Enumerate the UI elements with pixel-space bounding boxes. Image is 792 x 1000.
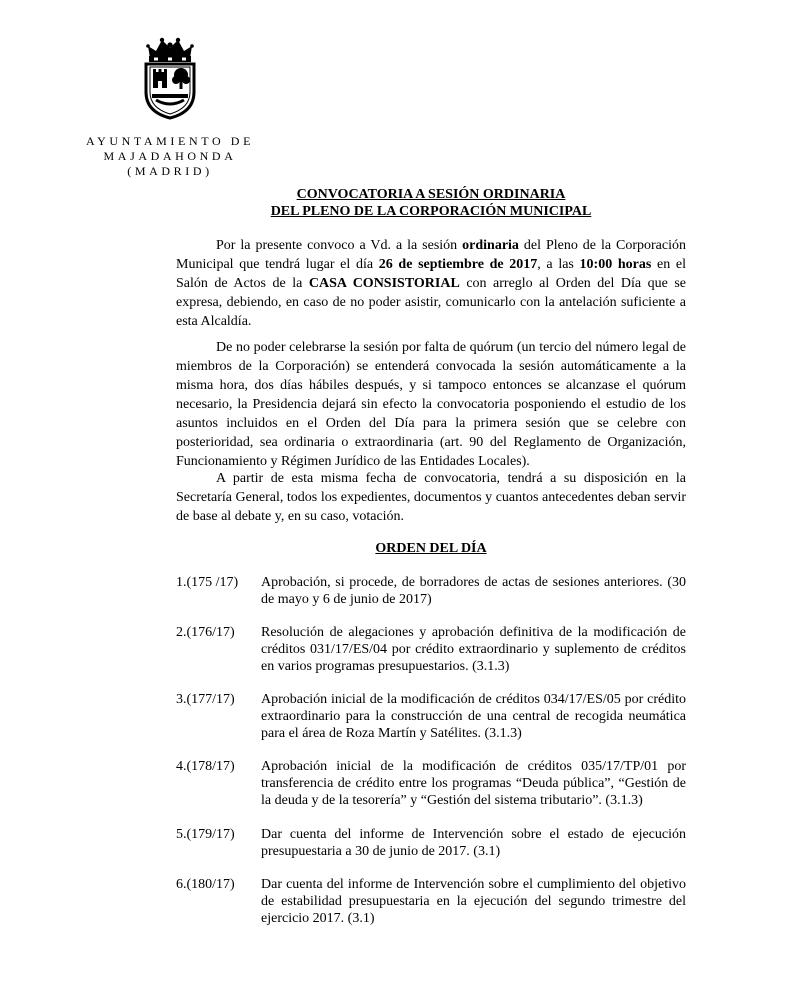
paragraph-documents: A partir de esta misma fecha de convocatoria, tendrá a su disposición en la Secretaría General, todos los expedientes, documentos y cuantos antecedentes deban servir de base al debate y, en su caso, votación. <box>176 471 686 524</box>
p1-text5: con arreglo al Orden del Día que se expresa, debiendo, en caso de no poder asistir, comunicarlo con la antelación suficiente a esta Alcaldía. <box>176 276 686 329</box>
p1-bold-ordinaria: ordinaria <box>462 238 519 253</box>
agenda-item-text: Aprobación inicial de la modificación de créditos 035/17/TP/01 por transferencia de crédito entre los programas “Deuda pública”, “Gestión de la deuda y de la tesorería” y “Gestión del sistema tributario”. (3.1.3) <box>261 759 686 808</box>
coat-of-arms-icon <box>138 36 202 120</box>
agenda-item-text: Aprobación inicial de la modificación de créditos 034/17/ES/05 por crédito extraordinario para la construcción de una central de recogida neumática para el área de Roza Martín y Satélites. (3.1.3) <box>261 692 686 741</box>
paragraph-quorum: De no poder celebrarse la sesión por falta de quórum (un tercio del número legal de miembros de la Corporación) se entenderá convocada la sesión automáticamente a la misma hora, dos días hábiles después, y si tampoco entonces se alcanzase el quórum necesario, la Presidencia dejará sin efecto la convocatoria posponiendo el estudio de los asuntos incluidos en el Orden del Día para la primera sesión que se celebre con posterioridad, sea ordinaria o extraordinaria (art. 90 del Reglamento de Organización, Funcionamiento y Régimen Jurídico de las Entidades Locales). <box>176 340 686 469</box>
p1-text2: del Pleno de la Corporación Municipal que tendrá lugar el día <box>176 238 686 272</box>
municipality-line2: MAJADAHONDA <box>103 149 237 163</box>
paragraph-convocation <box>176 236 686 331</box>
document-title <box>176 186 686 220</box>
agenda-item-number: 6.(180/17) <box>176 877 235 892</box>
p1-bold-time: 10:00 horas <box>579 257 652 272</box>
agenda-item-number: 4.(178/17) <box>176 759 235 774</box>
title-line2: DEL PLENO DE LA CORPORACIÓN MUNICIPAL <box>270 204 592 219</box>
agenda-item <box>176 758 686 809</box>
agenda-item-number: 5.(179/17) <box>176 827 235 842</box>
agenda-item-text: Dar cuenta del informe de Intervención sobre el estado de ejecución presupuestaria a 30 de junio de 2017. (3.1) <box>261 827 686 859</box>
p1-bold-venue: CASA CONSISTORIAL <box>308 276 460 291</box>
agenda-item-number: 2.(176/17) <box>176 625 235 640</box>
agenda-item <box>176 826 686 860</box>
p1-text1: Por la presente convoco a Vd. a la sesión <box>216 238 463 253</box>
title-line1: CONVOCATORIA A SESIÓN ORDINARIA <box>296 187 566 202</box>
municipality-line3: (MADRID) <box>127 164 213 178</box>
agenda-item-text: Aprobación, si procede, de borradores de actas de sesiones anteriores. (30 de mayo y 6 de junio de 2017) <box>261 575 686 607</box>
municipality-line1: AYUNTAMIENTO DE <box>85 134 255 148</box>
agenda-item-number: 1.(175 /17) <box>176 575 239 590</box>
p1-text4: en el Salón de Actos de la <box>176 257 686 291</box>
agenda-item-number: 3.(177/17) <box>176 692 235 707</box>
agenda-item-text: Resolución de alegaciones y aprobación definitiva de la modificación de créditos 031/17/ES/04 por crédito extraordinario y suplemento de créditos en varios programas presupuestarios. (3.1.3) <box>261 625 686 674</box>
p1-bold-date: 26 de septiembre de 2017 <box>378 257 538 272</box>
p1-text3: , a las <box>537 257 580 272</box>
agenda-item <box>176 876 686 927</box>
agenda-item <box>176 624 686 675</box>
agenda-item <box>176 691 686 742</box>
municipality-header <box>70 134 270 179</box>
agenda-item-text: Dar cuenta del informe de Intervención sobre el cumplimiento del objetivo de estabilidad presupuestaria en la ejecución del segundo trimestre del ejercicio 2017. (3.1) <box>261 877 686 926</box>
agenda-title: ORDEN DEL DÍA <box>375 541 487 556</box>
agenda-item <box>176 574 686 608</box>
